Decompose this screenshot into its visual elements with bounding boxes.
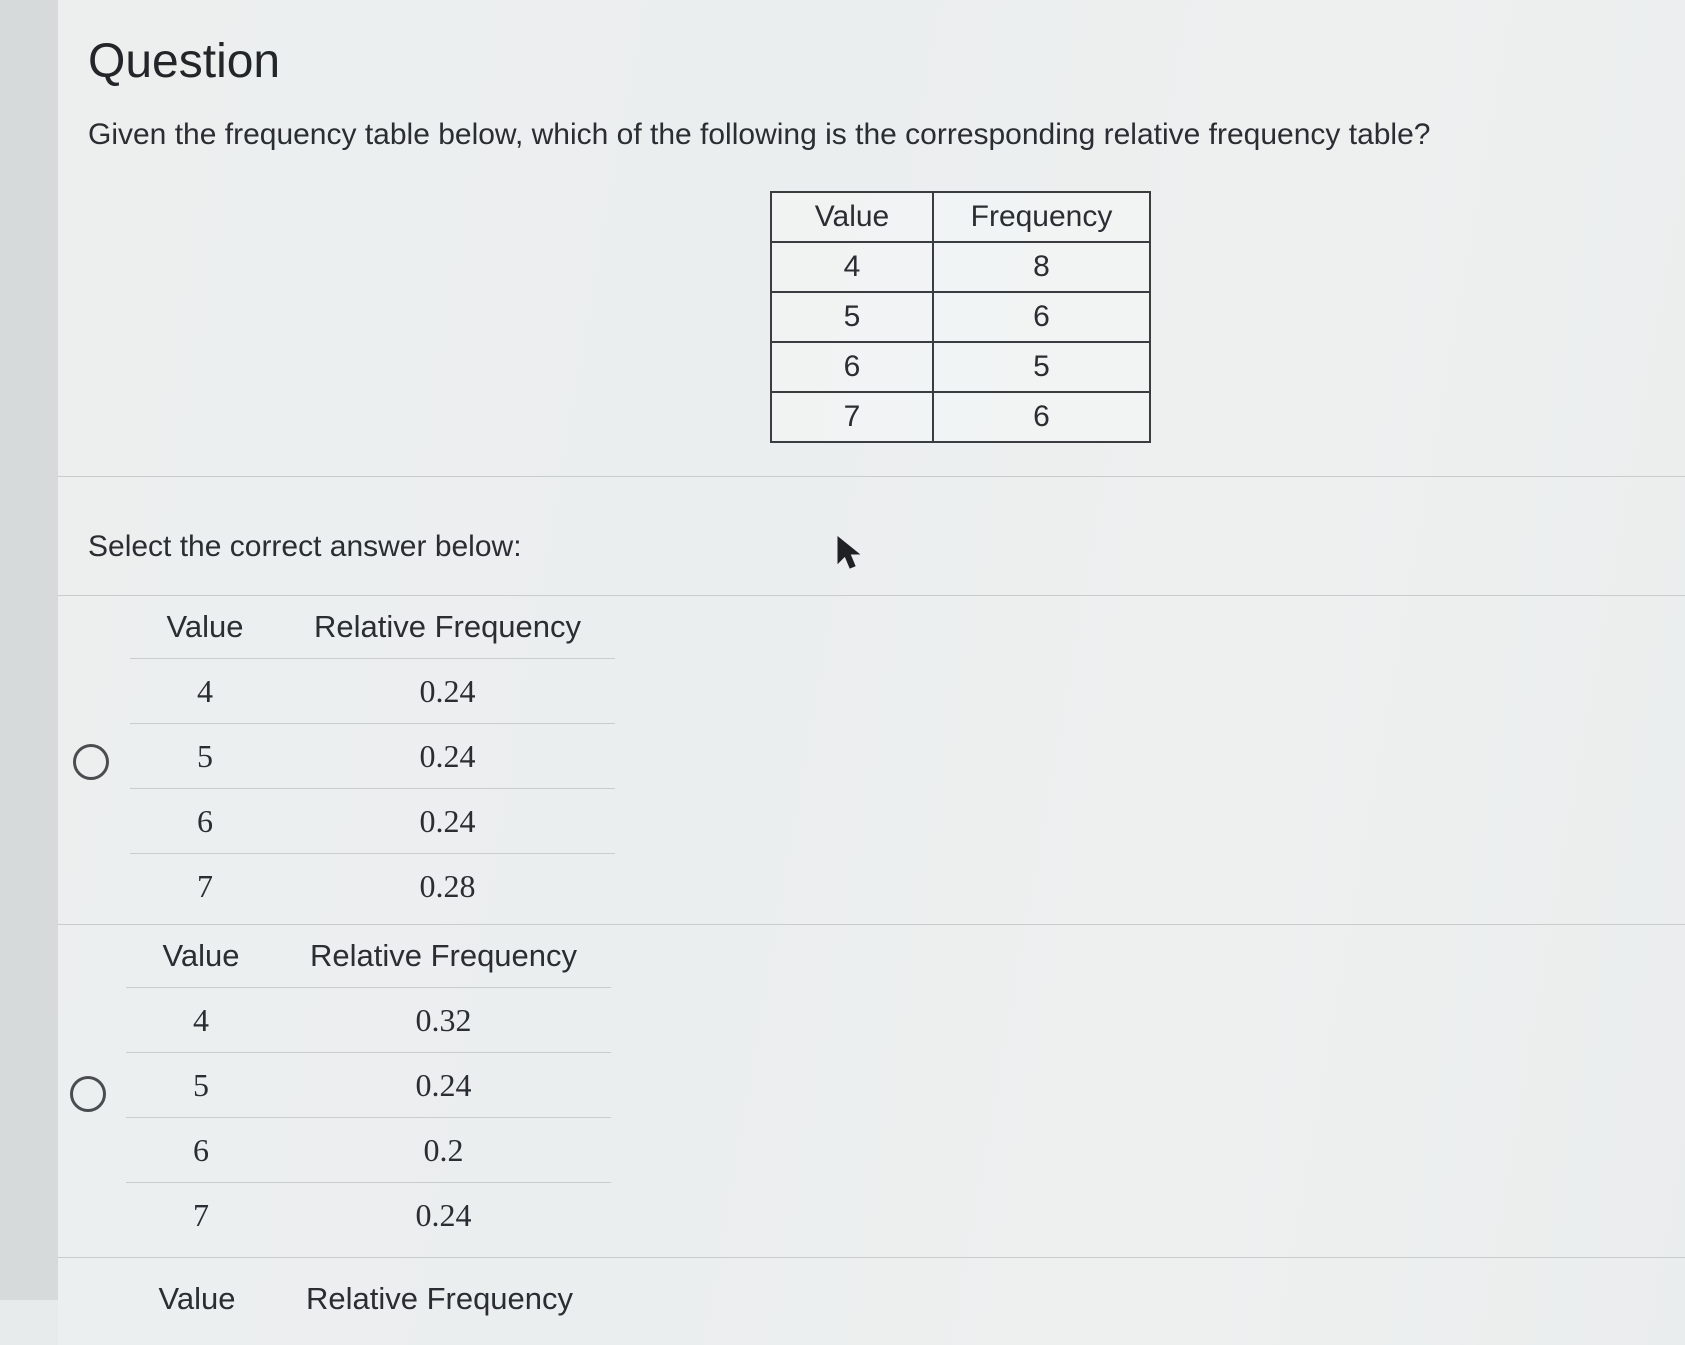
question-title: Question (88, 35, 281, 88)
answer-option-2[interactable] (58, 925, 1685, 1255)
answer-option-3[interactable] (58, 1258, 1685, 1345)
table-header-relative-frequency: Relative Frequency (305, 1281, 574, 1316)
section-divider (58, 476, 1685, 477)
left-margin-strip (0, 0, 58, 1300)
mouse-pointer-icon (836, 535, 862, 571)
table-cell-relative-frequency: 0.24 (415, 1196, 472, 1233)
table-cell-value: 4 (771, 242, 933, 292)
table-row (130, 854, 615, 919)
table-cell-relative-frequency: 0.24 (280, 724, 615, 789)
question-text: Given the frequency table below, which of the following is the corresponding relative frequency table? (88, 118, 1431, 151)
table-cell-relative-frequency: 0.28 (419, 867, 476, 904)
table-cell-frequency: 6 (933, 392, 1150, 442)
table-cell-relative-frequency: 0.24 (280, 659, 615, 724)
table-header-relative-frequency: Relative Frequency (276, 925, 611, 988)
table-row (771, 292, 1150, 342)
table-header-relative-frequency: Relative Frequency (280, 596, 615, 659)
table-cell-value: 6 (130, 789, 280, 854)
relative-frequency-table-3 (122, 1268, 607, 1330)
table-cell-frequency: 5 (933, 342, 1150, 392)
table-cell-value: 7 (771, 392, 933, 442)
table-cell-relative-frequency: 0.2 (276, 1118, 611, 1183)
table-header-value: Value (126, 925, 276, 988)
table-cell-relative-frequency: 0.32 (276, 988, 611, 1053)
table-cell-value: 6 (771, 342, 933, 392)
table-header-value: Value (130, 596, 280, 659)
table-row (126, 1118, 611, 1183)
table-header-value: Value (158, 1281, 236, 1316)
table-row (126, 1183, 611, 1248)
table-header-row (130, 596, 615, 659)
answer-prompt: Select the correct answer below: (88, 530, 522, 563)
table-cell-frequency: 6 (933, 292, 1150, 342)
table-header-row (122, 1268, 607, 1330)
frequency-table-header-row (771, 192, 1150, 242)
table-cell-frequency: 8 (933, 242, 1150, 292)
table-cell-value: 5 (126, 1053, 276, 1118)
table-cell-value: 7 (197, 867, 213, 904)
frequency-table (770, 191, 1151, 443)
table-row (130, 659, 615, 724)
table-row (126, 1053, 611, 1118)
table-cell-value: 4 (130, 659, 280, 724)
frequency-table-header-value: Value (771, 192, 933, 242)
table-cell-relative-frequency: 0.24 (276, 1053, 611, 1118)
relative-frequency-table-1 (130, 596, 615, 918)
table-row (771, 242, 1150, 292)
table-cell-value: 5 (771, 292, 933, 342)
table-header-row (126, 925, 611, 988)
table-cell-value: 6 (126, 1118, 276, 1183)
table-row (126, 988, 611, 1053)
table-row (771, 342, 1150, 392)
table-cell-value: 4 (126, 988, 276, 1053)
table-row (771, 392, 1150, 442)
answer-option-1[interactable] (58, 596, 1685, 924)
radio-button-option-2[interactable] (70, 1076, 106, 1112)
table-cell-value: 5 (130, 724, 280, 789)
table-cell-relative-frequency: 0.24 (280, 789, 615, 854)
radio-button-option-1[interactable] (73, 744, 109, 780)
table-cell-value: 7 (193, 1196, 209, 1233)
frequency-table-header-frequency: Frequency (933, 192, 1150, 242)
question-panel (58, 0, 1685, 1345)
table-row (130, 789, 615, 854)
relative-frequency-table-2 (126, 925, 611, 1247)
table-row (130, 724, 615, 789)
